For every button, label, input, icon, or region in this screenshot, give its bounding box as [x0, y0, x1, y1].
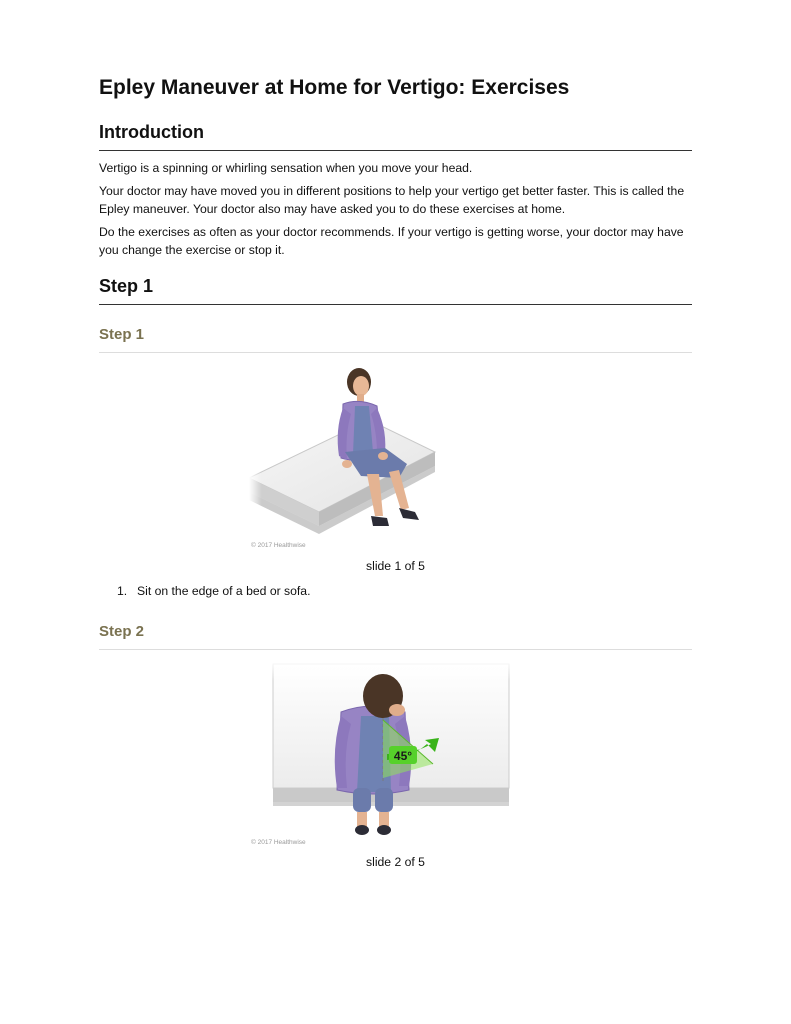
intro-paragraph-1: Vertigo is a spinning or whirling sensation when you move your head. — [99, 161, 473, 175]
introduction-heading: Introduction — [99, 122, 204, 142]
step-1-caption: slide 1 of 5 — [366, 559, 425, 573]
intro-paragraph-3: Do the exercises as often as your doctor recommends. If your vertigo is getting worse, your doctor may have you change the exercise or stop it. — [99, 225, 684, 257]
step-2-divider — [99, 649, 692, 650]
step-1-credit: © 2017 Healthwise — [251, 542, 306, 549]
step-1-heading: Step 1 — [99, 326, 145, 343]
section-step-divider — [99, 304, 692, 305]
step-1-divider — [99, 352, 692, 353]
step-1-instructions — [117, 584, 310, 598]
list-item-number: 1. — [117, 584, 128, 598]
step-2-caption: slide 2 of 5 — [366, 855, 425, 869]
list-item: Sit on the edge of a bed or sofa. — [137, 584, 311, 598]
intro-paragraph-2: Your doctor may have moved you in different positions to help your vertigo get better faster. This is called the Epley maneuver. Your doctor also may have asked you to do these exercises at home. — [99, 184, 685, 216]
section-step-heading: Step 1 — [99, 276, 154, 296]
step-1-illustration — [249, 360, 439, 552]
angle-label: 45° — [393, 749, 413, 763]
step-2-illustration — [249, 660, 519, 850]
page-title: Epley Maneuver at Home for Vertigo: Exercises — [99, 76, 570, 99]
introduction-divider — [99, 150, 692, 151]
step-2-credit: © 2017 Healthwise — [251, 839, 306, 846]
step-2-heading: Step 2 — [99, 623, 145, 640]
